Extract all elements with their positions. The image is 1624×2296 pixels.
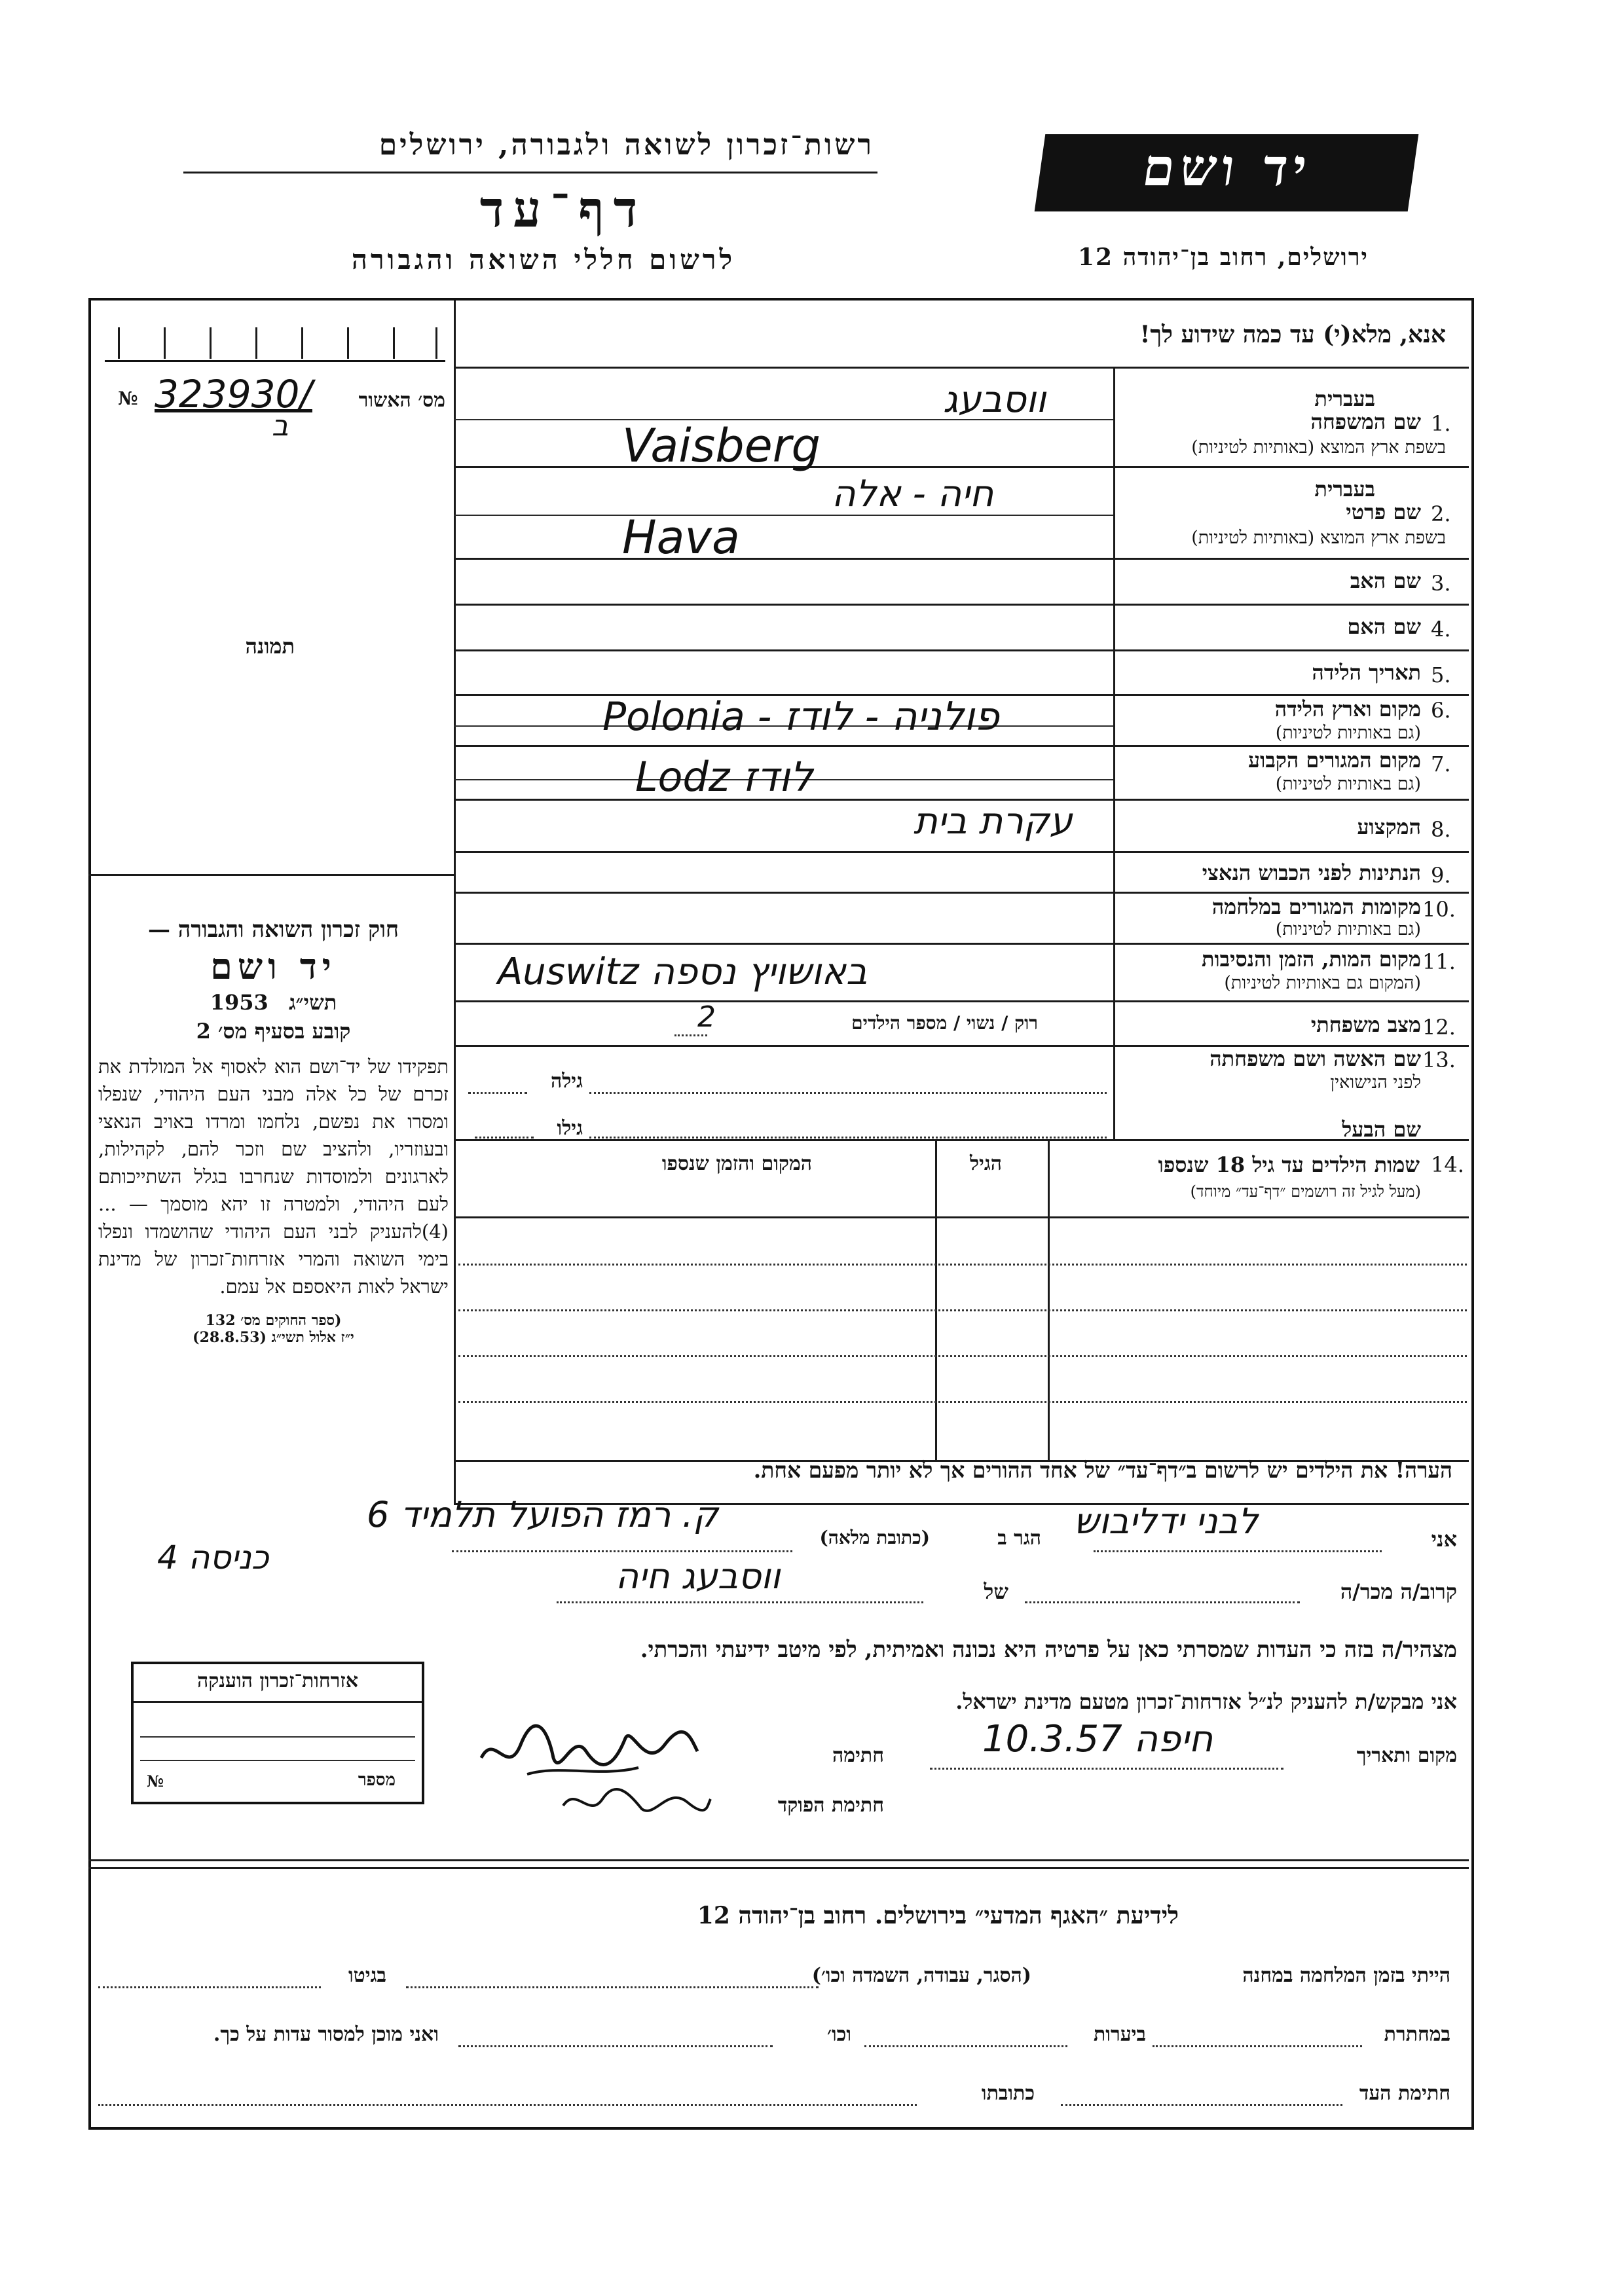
field8-num: 8. — [1431, 817, 1451, 842]
declarant-ani: אני — [1431, 1527, 1457, 1552]
wife-age-label: גילה — [550, 1070, 583, 1093]
law-body: תפקידו של יד־ושם הוא לאסוף אל המולדת את זכרם של כל אלה מבני העם היהודי, שנפלו ומסרו את נפשם, נלחמו ומרדו באויב הנאצי ובעוזריו, ולהציב שם וזכר להם, לקהילות, לארגונים ולמוסדות שנחרבו בגלל השתייכותם לעם היהודי, ולמטרה זו יהא מוסמך — ...(4)להעניק לבני העם היהודי שהושמדו ונפלו בימי השואה והמרי אזרחות־זכרון של מדינת ישראל לאות היאספם אל עמם. — [98, 1055, 449, 1298]
declarant-margin-note: כניסה 4 — [157, 1539, 269, 1576]
field4-num: 4. — [1431, 617, 1451, 642]
field2-heb-tag: בעברית — [1314, 477, 1375, 501]
field13-num: 13. — [1422, 1048, 1456, 1072]
field6-label: מקום וארץ הלידה — [1274, 697, 1421, 721]
field5-label: תאריך הלידה — [1312, 660, 1421, 685]
declarant-name-value: לבני ידליבוש — [1074, 1501, 1259, 1542]
field1-num: 1. — [1431, 411, 1451, 436]
declarant-address-hint: (כתובת מלאה) — [819, 1527, 930, 1548]
label-column-divider — [1113, 367, 1115, 1139]
photo-label: תמונה — [245, 634, 295, 659]
children-heading: שמות הילדים עד גיל 18 שנספו — [1158, 1152, 1420, 1177]
field1-sub: בשפת ארץ המוצא (באותיות לטיניות) — [1191, 437, 1446, 458]
declarant-address-value: ק. רמז הפועל תלמיד 6 — [367, 1494, 718, 1535]
husband-age-label: גילו — [557, 1117, 583, 1140]
field7-num: 7. — [1431, 752, 1451, 776]
field6-num: 6. — [1431, 698, 1451, 723]
declaration-text: מצהיר/ה בזה כי העדות שמסרתי כאן על פרטיה היא נכונה ואמיתית, לפי מיטב ידיעתי והכרתי. — [640, 1637, 1457, 1663]
certificate-box — [131, 1662, 424, 1804]
record-number-ticks — [105, 327, 445, 362]
children-heading-sub: (מעל לגיל זה רושמים ״דף־עד״ מיוחד) — [1190, 1182, 1421, 1201]
field6-value: Polonia - פולניה - לודז — [602, 694, 999, 740]
intro-text: אנא, מלא(י) עד כמה שידוע לך! — [1139, 321, 1446, 348]
field2-value-heb: חיה - אלה — [832, 473, 994, 515]
law-name: יד ושם — [210, 945, 337, 987]
bottom-line2-b: ביערות — [1093, 2023, 1146, 2046]
field11-num: 11. — [1422, 949, 1456, 974]
yad-vashem-logo — [1035, 134, 1419, 211]
form-subtitle: לרשום חללי השואה והגבורה — [351, 244, 736, 276]
field2-sub: בשפת ארץ המוצא (באותיות לטיניות) — [1191, 528, 1446, 548]
field8-label: המקצוע — [1357, 814, 1421, 839]
children-num: 14. — [1431, 1152, 1464, 1177]
relative-value: ווסבעג חיה — [616, 1556, 781, 1597]
children-row — [458, 1309, 1467, 1311]
certificate-number-suffix: № — [147, 1772, 164, 1791]
authority-line: רשות־זכרון לשואה ולגבורה, ירושלים — [378, 128, 874, 162]
children-row — [458, 1401, 1467, 1403]
field11-label: מקום המות, הזמן והנסיבות — [1201, 947, 1421, 972]
bottom-title: לידיעת ״האגף המדעי״ בירושלים. רחוב בן־יהודה 12 — [697, 1902, 1179, 1929]
law-citation-2: י״ז אלול תשי״ג (28.8.53) — [193, 1329, 354, 1346]
record-number-value: 323930/ — [155, 372, 312, 416]
law-year-heb: תשי״ג — [288, 990, 337, 1015]
field10-label: מקומות המגורים במלחמה — [1211, 894, 1421, 919]
field11-sub: (המקום גם באותיות לטיניות) — [1224, 973, 1421, 993]
law-year — [98, 990, 449, 1015]
note-text: הערה! את הילדים יש לרשום ב״דף־עד״ של אחד ההורים אך לא יותר מפעם אחת. — [753, 1457, 1452, 1483]
field1-value-latin: Vaisberg — [622, 419, 821, 473]
field10-sub: (גם באותיות לטיניות) — [1275, 919, 1421, 939]
bottom-line1-a: הייתי בזמן המלחמה במחנה — [1242, 1964, 1450, 1987]
relative-shel: של — [984, 1579, 1008, 1604]
bottom-line1-b: (הסגר, עבודה, השמדה וכו׳) — [811, 1964, 1031, 1987]
children-row — [458, 1264, 1467, 1266]
bottom-line3-b: כתובתו — [981, 2082, 1035, 2105]
field10-num: 10. — [1422, 897, 1456, 922]
law-year-num: 1953 — [210, 990, 268, 1015]
law-box — [98, 917, 449, 1346]
intro-rule — [454, 367, 1469, 369]
bottom-line2-a: במחתרת — [1384, 2023, 1450, 2046]
declarant-resides: הגר ב — [997, 1527, 1041, 1550]
field7-label: מקום המגורים הקבוע — [1248, 748, 1421, 773]
field12-children-count: 2 — [697, 1000, 716, 1034]
field13-sub: לפני הנישואין — [1330, 1072, 1421, 1093]
signature-label: חתימה — [832, 1744, 884, 1767]
husband-label: שם הבעל — [1342, 1117, 1421, 1142]
field7-value: Lodz לודז — [635, 753, 813, 801]
children-row — [458, 1355, 1467, 1357]
left-column-divider — [454, 301, 456, 1505]
request-text: אני מבקש/ת להעניק לנ״ל אזרחות־זכרון מטעם מדינת ישראל. — [955, 1689, 1457, 1714]
logo-text: יד ושם — [1139, 138, 1316, 198]
certificate-number-label: מספר — [358, 1770, 396, 1790]
relative-label: קרוב/ה מכר/ה — [1340, 1579, 1457, 1604]
field12-label: מצב משפחתי — [1310, 1012, 1421, 1037]
law-clause: קובע בסעיף מס׳ 2 — [196, 1019, 351, 1044]
field2-num: 2. — [1431, 501, 1451, 526]
authority-underline — [183, 172, 877, 173]
field12-status-options: רוק / נשוי / מספר הילדים — [851, 1012, 1038, 1034]
certificate-title: אזרחות־זכרון הוענקה — [196, 1669, 359, 1692]
field12-num: 12. — [1422, 1015, 1456, 1040]
law-title: חוק זכרון השואה והגבורה — — [147, 917, 399, 943]
inspector-signature-svg — [557, 1773, 714, 1825]
field1-label: שם המשפחה — [1310, 409, 1421, 434]
field4-label: שם האם — [1347, 614, 1421, 639]
inspector-signature — [557, 1773, 714, 1825]
form-title: דף־עד — [479, 180, 647, 238]
field9-label: הנתינות לפני הכבוש הנאצי — [1202, 860, 1421, 885]
field11-value: Auswitz באושויץ נספה — [498, 951, 868, 993]
field7-sub: (גם באותיות לטיניות) — [1275, 774, 1421, 794]
field1-value-heb: ווסבעג — [943, 378, 1046, 421]
inspector-label: חתימת הפוקד — [777, 1794, 884, 1817]
field3-label: שם האב — [1350, 568, 1421, 593]
field9-num: 9. — [1431, 863, 1451, 888]
field1-heb-tag: בעברית — [1314, 386, 1375, 411]
place-date-label: מקום ותאריך — [1356, 1744, 1457, 1767]
record-scribble: ב — [272, 409, 289, 443]
field5-num: 5. — [1431, 663, 1451, 687]
header-address: ירושלים, רחוב בן־יהודה 12 — [1077, 244, 1369, 271]
field2-value-latin: Hava — [622, 511, 740, 564]
record-number-label: מס׳ האשור — [358, 389, 445, 412]
place-date-value: חיפה 10.3.57 — [982, 1718, 1213, 1760]
field2-label: שם פרטי — [1346, 500, 1421, 524]
children-col-age: הגיל — [969, 1152, 1002, 1175]
bottom-line1-c: בגיטו — [348, 1964, 386, 1987]
field3-num: 3. — [1431, 571, 1451, 596]
children-col-place: המקום והזמן שנספו — [661, 1152, 812, 1175]
bottom-line3-a: חתימת העד — [1359, 2082, 1450, 2105]
bottom-line2-d: ואני מוכן למסור עדות על כך. — [213, 2023, 439, 2046]
law-citation-1: (ספר החוקים מס׳ 132 — [205, 1312, 342, 1329]
bottom-line2-c: וכו׳ — [827, 2023, 851, 2046]
field8-value: עקרת בית — [913, 800, 1073, 843]
field13-label: שם האשה ושם משפחתה — [1209, 1046, 1421, 1071]
field6-sub: (גם באותיות לטיניות) — [1275, 723, 1421, 743]
record-number-suffix: № — [118, 388, 138, 409]
